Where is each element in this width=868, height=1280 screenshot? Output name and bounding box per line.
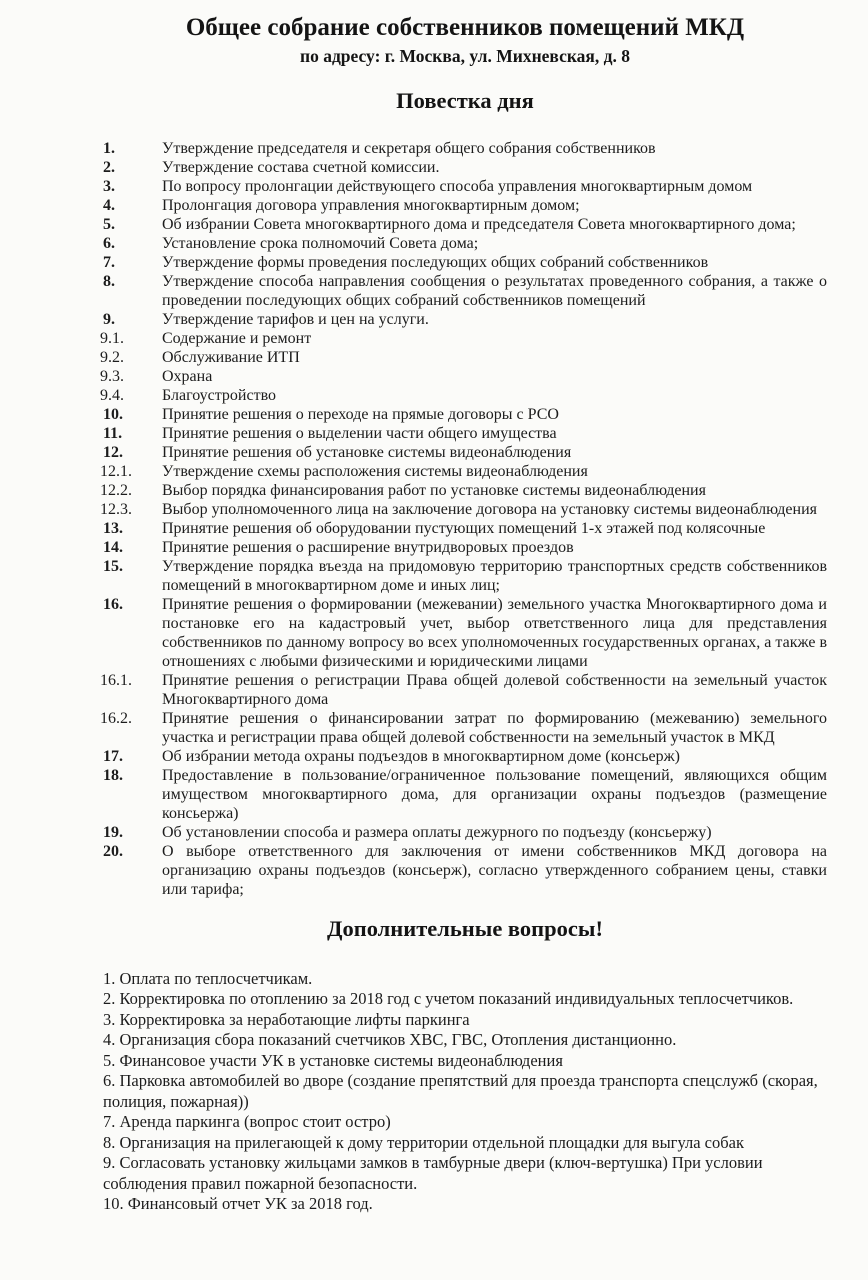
agenda-item-number: 13.	[103, 519, 123, 537]
agenda-item	[103, 272, 827, 310]
agenda-item-text: Утверждение формы проведения последующих общих собраний собственников	[162, 253, 709, 271]
agenda-item-text: Принятие решения об оборудовании пустующих помещений 1-х этажей под колясочные	[162, 519, 766, 537]
agenda-item-number: 11.	[103, 424, 123, 442]
additional-question-item: 1. Оплата по теплосчетчикам.	[103, 968, 313, 988]
agenda-item-text: Об установлении способа и размера оплаты дежурного по подъезду (консьержу)	[162, 823, 712, 841]
agenda-item-text: Утверждение порядка въезда на придомовую территорию транспортных средств собственников помещений в многоквартирном доме и иных лиц;	[162, 557, 827, 594]
agenda-item	[103, 405, 827, 424]
agenda-item-text: Охрана	[162, 367, 213, 385]
agenda-item-text: Благоустройство	[162, 386, 277, 404]
agenda-item-number: 12.	[103, 443, 123, 461]
agenda-item-text: Предоставление в пользование/ограниченное пользование помещений, являющихся общим имуществом многоквартирного дома, для организации охраны подъездов (размещение консьержа)	[162, 766, 827, 822]
agenda-item-text: Утверждение тарифов и цен на услуги.	[162, 310, 429, 328]
agenda-item	[103, 766, 827, 823]
agenda-item-text: Принятие решения о финансировании затрат по формированию (межеванию) земельного участка и регистрации права общей долевой собственности на земельный участок в МКД	[162, 709, 827, 746]
agenda-item-text: Принятие решения о регистрации Права общей долевой собственности на земельный участок Многоквартирного дома	[162, 671, 827, 708]
agenda-item	[100, 481, 827, 500]
agenda-item-number: 19.	[103, 823, 123, 841]
agenda-item	[103, 519, 827, 538]
agenda-item	[103, 139, 827, 158]
additional-question-item: 9. Согласовать установку жильцами замков в тамбурные двери (ключ-вертушка) При условии соблюдения правил пожарной безопасности.	[103, 1153, 763, 1193]
agenda-item-text: О выборе ответственного для заключения от имени собственников МКД договора на организацию охраны подъездов (консьерж), согласно утвержденного собранием цены, ставки или тарифа;	[162, 842, 827, 898]
agenda-item	[103, 424, 827, 443]
agenda-item-number: 12.2.	[100, 481, 132, 499]
agenda-item-number: 7.	[103, 253, 115, 271]
agenda-item-number: 17.	[103, 747, 123, 765]
agenda-item	[103, 310, 827, 329]
agenda-item-number: 9.4.	[100, 386, 124, 404]
additional-question-item: 5. Финансовое участи УК в установке системы видеонаблюдения	[103, 1050, 563, 1070]
agenda-item-text: Об избрании метода охраны подъездов в многоквартирном доме (консьерж)	[162, 747, 680, 765]
agenda-item	[103, 177, 827, 196]
agenda-item-text: Содержание и ремонт	[162, 329, 312, 347]
additional-questions-heading: Дополнительные вопросы!	[327, 915, 603, 941]
agenda-item-text: Установление срока полномочий Совета дома;	[162, 234, 479, 252]
agenda-item-number: 2.	[103, 158, 115, 176]
agenda-item-text: Утверждение председателя и секретаря общего собрания собственников	[162, 139, 656, 157]
agenda-item-number: 9.2.	[100, 348, 124, 366]
agenda-item-text: Утверждение схемы расположения системы видеонаблюдения	[162, 462, 588, 480]
additional-questions-list	[103, 969, 827, 1215]
agenda-item-number: 10.	[103, 405, 123, 423]
agenda-item	[100, 367, 827, 386]
agenda-item-number: 9.3.	[100, 367, 124, 385]
agenda-item	[100, 348, 827, 367]
agenda-item	[103, 538, 827, 557]
agenda-list	[100, 139, 827, 899]
document-address: по адресу: г. Москва, ул. Михневская, д. 8	[300, 45, 630, 66]
agenda-item	[103, 215, 827, 234]
agenda-item-text: Обслуживание ИТП	[162, 348, 300, 366]
agenda-item-text: Пролонгация договора управления многоквартирным домом;	[162, 196, 580, 214]
document-page	[100, 0, 827, 1215]
agenda-heading: Повестка дня	[396, 87, 534, 113]
agenda-item	[100, 329, 827, 348]
agenda-item	[103, 234, 827, 253]
agenda-item-number: 4.	[103, 196, 115, 214]
agenda-item-number: 1.	[103, 139, 115, 157]
agenda-item-text: Принятие решения об установке системы видеонаблюдения	[162, 443, 572, 461]
additional-question-item: 10. Финансовый отчет УК за 2018 год.	[103, 1194, 373, 1213]
agenda-item	[103, 158, 827, 177]
agenda-item-number: 12.3.	[100, 500, 132, 518]
agenda-item-number: 12.1.	[100, 462, 132, 480]
agenda-item-number: 16.	[103, 595, 123, 613]
agenda-item-number: 6.	[103, 234, 115, 252]
agenda-item-text: Об избрании Совета многоквартирного дома и председателя Совета многоквартирного дома;	[162, 215, 796, 233]
agenda-item	[103, 253, 827, 272]
agenda-item-number: 15.	[103, 557, 123, 575]
agenda-item-text: Выбор уполномоченного лица на заключение договора на установку системы видеонаблюдения	[162, 500, 817, 518]
agenda-item-text: Принятие решения о переходе на прямые договоры с РСО	[162, 405, 559, 423]
agenda-item-number: 14.	[103, 538, 123, 556]
agenda-item	[100, 671, 827, 709]
agenda-item	[103, 595, 827, 671]
agenda-item-number: 20.	[103, 842, 123, 860]
agenda-item-number: 3.	[103, 177, 115, 195]
agenda-item-number: 16.1.	[100, 671, 132, 689]
agenda-item	[100, 462, 827, 481]
agenda-item-text: Принятие решения о расширение внутридворовых проездов	[162, 538, 574, 556]
agenda-item-text: Принятие решения о формировании (межевании) земельного участка Многоквартирного дома и постановке его на кадастровый учет, выбор ответственного лица для представления собственников по данному вопросу во всех уполномоченных государственных органах, а также в отношениях с любыми физическими и юридическими лицами	[162, 595, 827, 670]
agenda-item	[103, 747, 827, 766]
agenda-item	[103, 196, 827, 215]
document-title: Общее собрание собственников помещений МКД	[185, 14, 745, 41]
additional-question-item: 6. Парковка автомобилей во дворе (создание препятствий для проезда транспорта спецслужб (скорая, полиция, пожарная))	[103, 1071, 818, 1111]
agenda-item	[100, 500, 827, 519]
agenda-item-number: 9.1.	[100, 329, 124, 347]
agenda-item-text: Утверждение способа направления сообщения о результатах проведенного собрания, а также о проведении последующих общих собраний собственников помещений	[162, 272, 827, 309]
agenda-item-text: Выбор порядка финансирования работ по установке системы видеонаблюдения	[162, 481, 706, 499]
agenda-item-number: 9.	[103, 310, 115, 328]
agenda-item-text: Принятие решения о выделении части общего имущества	[162, 424, 557, 442]
additional-question-item: 7. Аренда паркинга (вопрос стоит остро)	[103, 1112, 391, 1131]
additional-question-item: 3. Корректировка за неработающие лифты паркинга	[103, 1009, 470, 1029]
agenda-item-number: 16.2.	[100, 709, 132, 727]
additional-question-item: 8. Организация на прилегающей к дому территории отдельной площадки для выгула собак	[103, 1132, 744, 1152]
agenda-item	[103, 557, 827, 595]
additional-question-item: 4. Организация сбора показаний счетчиков ХВС, ГВС, Отопления дистанционно.	[103, 1030, 677, 1049]
agenda-item-number: 18.	[103, 766, 123, 784]
agenda-item	[103, 443, 827, 462]
agenda-item-text: По вопросу пролонгации действующего способа управления многоквартирным домом	[162, 177, 753, 195]
agenda-item	[103, 823, 827, 842]
agenda-item	[100, 709, 827, 747]
agenda-item	[100, 386, 827, 405]
agenda-item	[103, 842, 827, 899]
additional-question-item: 2. Корректировка по отоплению за 2018 год с учетом показаний индивидуальных теплосчетчиков.	[103, 989, 794, 1008]
agenda-item-number: 5.	[103, 215, 115, 233]
agenda-item-number: 8.	[103, 272, 115, 290]
agenda-item-text: Утверждение состава счетной комиссии.	[162, 158, 440, 176]
